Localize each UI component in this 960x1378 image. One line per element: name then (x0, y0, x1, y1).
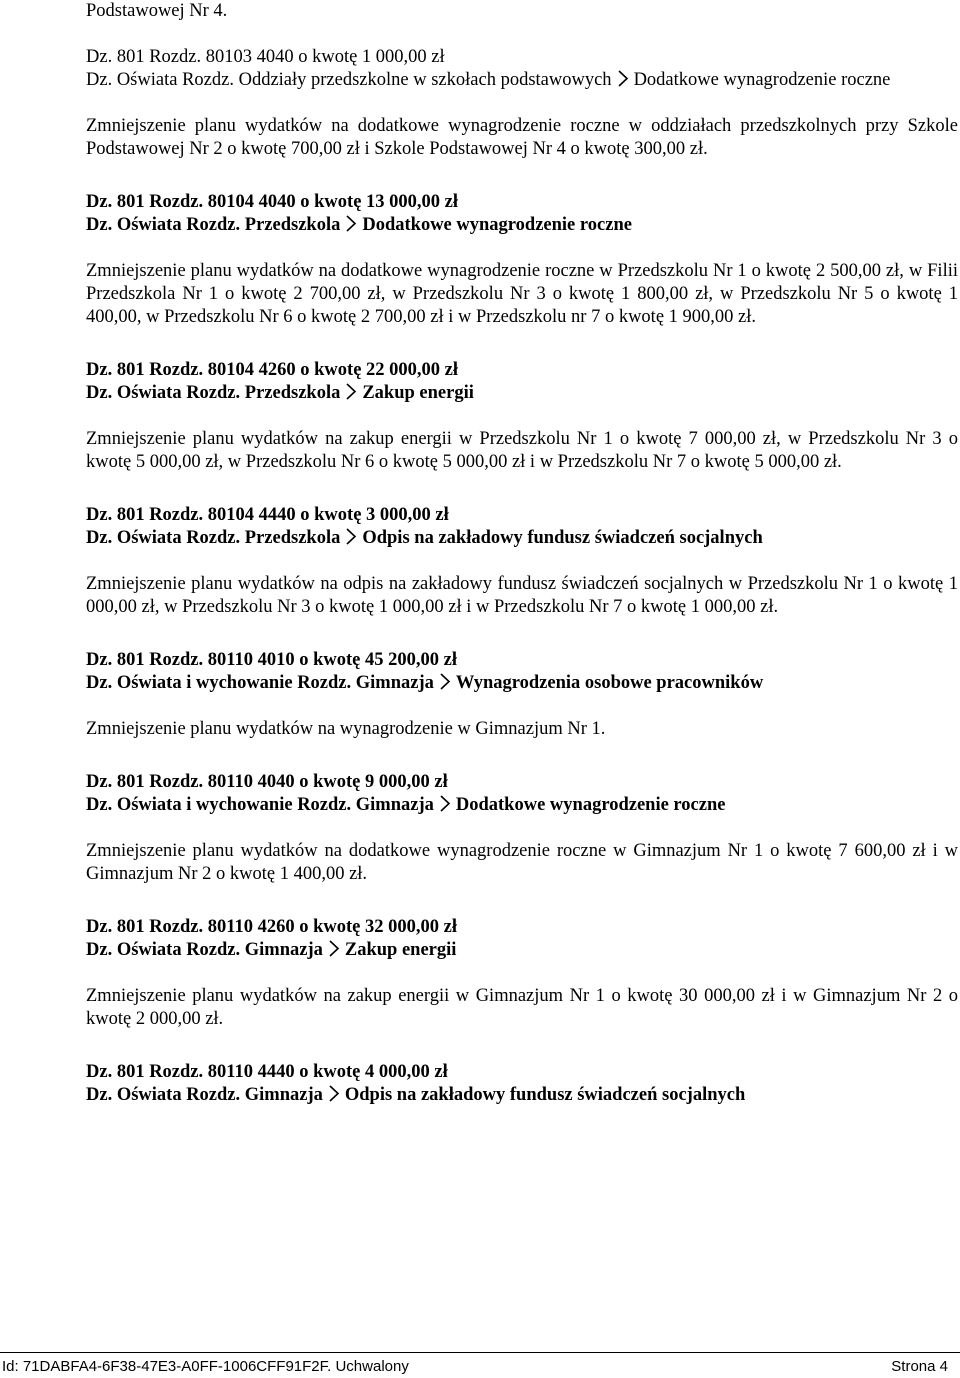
section-code: Dz. 801 Rozdz. 80104 4440 o kwotę 3 000,00 zł (86, 505, 449, 525)
classification-path: Dz. Oświata Rozdz. Przedszkola (86, 383, 341, 403)
section-heading (86, 191, 958, 237)
section-heading (86, 771, 958, 817)
classification-item: Wynagrodzenia osobowe pracowników (455, 673, 764, 693)
section-classification (86, 382, 958, 405)
document-id: Id: 71DABFA4-6F38-47E3-A0FF-1006CFF91F2F. Uchwalony (2, 1358, 409, 1375)
budget-section (86, 649, 958, 741)
section-heading (86, 649, 958, 695)
intro-text: Podstawowej Nr 4. (86, 1, 228, 21)
classification-path: Dz. Oświata Rozdz. Gimnazja (86, 940, 323, 960)
section-code: Dz. 801 Rozdz. 80110 4260 o kwotę 32 000,00 zł (86, 917, 457, 937)
section-description: Zmniejszenie planu wydatków na dodatkowe wynagrodzenie roczne w oddziałach przedszkolnych przy Szkole Podstawowej Nr 2 o kwotę 700,00 zł i Szkole Podstawowej Nr 4 o kwotę 300,00 zł. (86, 116, 958, 159)
arrow-right-icon (617, 70, 629, 87)
arrow-right-icon (345, 528, 357, 545)
classification-item: Zakup energii (362, 383, 474, 403)
section-heading (86, 1061, 958, 1107)
classification-path: Dz. Oświata i wychowanie Rozdz. Gimnazja (86, 795, 434, 815)
section-code: Dz. 801 Rozdz. 80110 4440 o kwotę 4 000,00 zł (86, 1062, 448, 1082)
section-classification (86, 672, 958, 695)
section-heading (86, 504, 958, 550)
section-code: Dz. 801 Rozdz. 80110 4040 o kwotę 9 000,00 zł (86, 772, 448, 792)
arrow-right-icon (439, 673, 451, 690)
classification-item: Dodatkowe wynagrodzenie roczne (362, 215, 632, 235)
budget-section (86, 771, 958, 886)
classification-item: Dodatkowe wynagrodzenie roczne (633, 70, 891, 90)
section-classification (86, 939, 958, 962)
arrow-right-icon (345, 215, 357, 232)
classification-path: Dz. Oświata Rozdz. Przedszkola (86, 215, 341, 235)
document-body (86, 0, 958, 1107)
section-description: Zmniejszenie planu wydatków na wynagrodzenie w Gimnazjum Nr 1. (86, 719, 606, 739)
section-classification (86, 1084, 958, 1107)
section-description: Zmniejszenie planu wydatków na dodatkowe wynagrodzenie roczne w Przedszkolu Nr 1 o kwotę 2 500,00 zł, w Filii Przedszkola Nr 1 o kwotę 2 700,00 zł, w Przedszkolu Nr 3 o kwotę 1 800,00 zł, w Przedszkolu Nr 5 o kwotę 1 400,00, w Przedszkolu Nr 6 o kwotę 2 700,00 zł i w Przedszkolu nr 7 o kwotę 1 900,00 zł. (86, 261, 958, 327)
classification-item: Zakup energii (344, 940, 457, 960)
section-classification (86, 69, 958, 92)
section-classification (86, 214, 958, 237)
section-classification (86, 794, 958, 817)
section-description: Zmniejszenie planu wydatków na zakup energii w Gimnazjum Nr 1 o kwotę 30 000,00 zł i w Gimnazjum Nr 2 o kwotę 2 000,00 zł. (86, 986, 958, 1029)
budget-section (86, 916, 958, 1031)
classification-path: Dz. Oświata i wychowanie Rozdz. Gimnazja (86, 673, 434, 693)
arrow-right-icon (328, 1085, 340, 1102)
budget-section (86, 1061, 958, 1107)
page-footer (0, 1352, 960, 1376)
section-description: Zmniejszenie planu wydatków na zakup energii w Przedszkolu Nr 1 o kwotę 7 000,00 zł, w Przedszkolu Nr 3 o kwotę 5 000,00 zł, w Przedszkolu Nr 6 o kwotę 5 000,00 zł i w Przedszkolu Nr 7 o kwotę 5 000,00 zł. (86, 429, 958, 472)
budget-section (86, 359, 958, 474)
budget-section (86, 46, 958, 161)
arrow-right-icon (345, 383, 357, 400)
page-number: Strona 4 (891, 1358, 948, 1375)
budget-section (86, 504, 958, 619)
arrow-right-icon (328, 940, 340, 957)
section-code: Dz. 801 Rozdz. 80110 4010 o kwotę 45 200,00 zł (86, 650, 457, 670)
classification-item: Dodatkowe wynagrodzenie roczne (455, 795, 726, 815)
classification-item: Odpis na zakładowy fundusz świadczeń socjalnych (362, 528, 763, 548)
classification-path: Dz. Oświata Rozdz. Oddziały przedszkolne w szkołach podstawowych (86, 70, 612, 90)
arrow-right-icon (439, 795, 451, 812)
section-code: Dz. 801 Rozdz. 80104 4040 o kwotę 13 000,00 zł (86, 192, 459, 212)
classification-path: Dz. Oświata Rozdz. Gimnazja (86, 1085, 323, 1105)
section-code: Dz. 801 Rozdz. 80104 4260 o kwotę 22 000,00 zł (86, 360, 459, 380)
section-code: Dz. 801 Rozdz. 80103 4040 o kwotę 1 000,00 zł (86, 47, 445, 67)
section-heading (86, 916, 958, 962)
classification-item: Odpis na zakładowy fundusz świadczeń socjalnych (344, 1085, 746, 1105)
section-heading (86, 46, 958, 92)
section-heading (86, 359, 958, 405)
classification-path: Dz. Oświata Rozdz. Przedszkola (86, 528, 341, 548)
section-classification (86, 527, 958, 550)
budget-section (86, 191, 958, 329)
section-description: Zmniejszenie planu wydatków na dodatkowe wynagrodzenie roczne w Gimnazjum Nr 1 o kwotę 7 600,00 zł i w Gimnazjum Nr 2 o kwotę 1 400,00 zł. (86, 841, 958, 884)
section-description: Zmniejszenie planu wydatków na odpis na zakładowy fundusz świadczeń socjalnych w Przedszkolu Nr 1 o kwotę 1 000,00 zł, w Przedszkolu Nr 3 o kwotę 1 000,00 zł i w Przedszkolu Nr 7 o kwotę 1 000,00 zł. (86, 574, 958, 617)
